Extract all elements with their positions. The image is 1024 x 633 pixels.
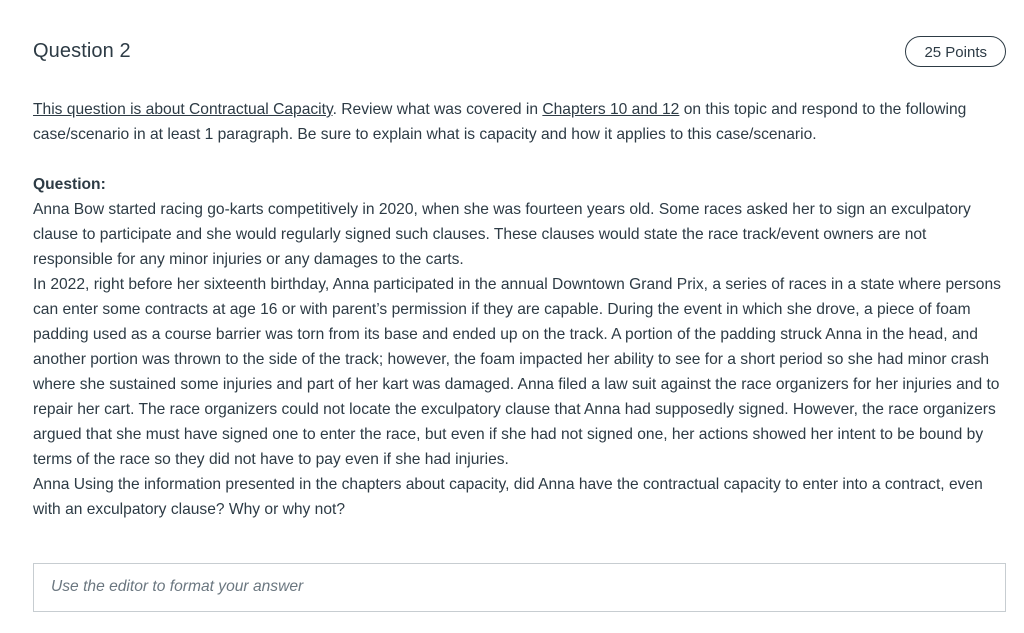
- case-paragraph-1: Anna Bow started racing go-karts competitively in 2020, when she was fourteen years old. Some races asked her to sign an exculpatory clause to participate and she would regularly signed such clauses. These clauses would state the race track/event owners are not responsible for any minor injuries or any damages to the carts.: [33, 201, 971, 268]
- question-title: Question 2: [33, 40, 131, 62]
- question-intro: [33, 97, 1008, 147]
- answer-editor[interactable]: [33, 563, 1006, 612]
- chapters-link[interactable]: Chapters 10 and 12: [542, 101, 680, 118]
- points-badge: 25 Points: [905, 36, 1006, 67]
- question-header: [33, 36, 1006, 70]
- spacer: [33, 147, 1008, 172]
- contractual-capacity-link[interactable]: This question is about Contractual Capacity: [33, 101, 333, 118]
- question-body: [33, 97, 1008, 522]
- question-label: Question:: [33, 176, 106, 193]
- case-paragraph-2: In 2022, right before her sixteenth birthday, Anna participated in the annual Downtown Grand Prix, a series of races in a state where persons can enter some contracts at age 16 or with parent’s permission if they are capable. During the event in which she drove, a piece of foam padding used as a course barrier was torn from its base and ended up on the track. A portion of the padding struck Anna in the head, and another portion was thrown to the side of the track; however, the foam impacted her ability to see for a short period so she had minor crash where she sustained some injuries and part of her kart was damaged. Anna filed a law suit against the race organizers for her injuries and to repair her cart. The race organizers could not locate the exculpatory clause that Anna had supposedly signed. However, the race organizers argued that she must have signed one to enter the race, but even if she had not signed one, her actions showed her intent to be bound by terms of the race so they did not have to pay even if she had injuries.: [33, 276, 1001, 468]
- case-paragraph-3: Anna Using the information presented in the chapters about capacity, did Anna have the contractual capacity to enter into a contract, even with an exculpatory clause? Why or why not?: [33, 476, 983, 518]
- answer-placeholder: Use the editor to format your answer: [51, 578, 304, 595]
- intro-text-1: . Review what was covered in: [332, 101, 543, 118]
- intro-text-2: on this topic and respond to the following case/scenario in at least 1 paragraph. Be sure to explain what is capacity and how it applies to this case/scenario.: [33, 101, 967, 143]
